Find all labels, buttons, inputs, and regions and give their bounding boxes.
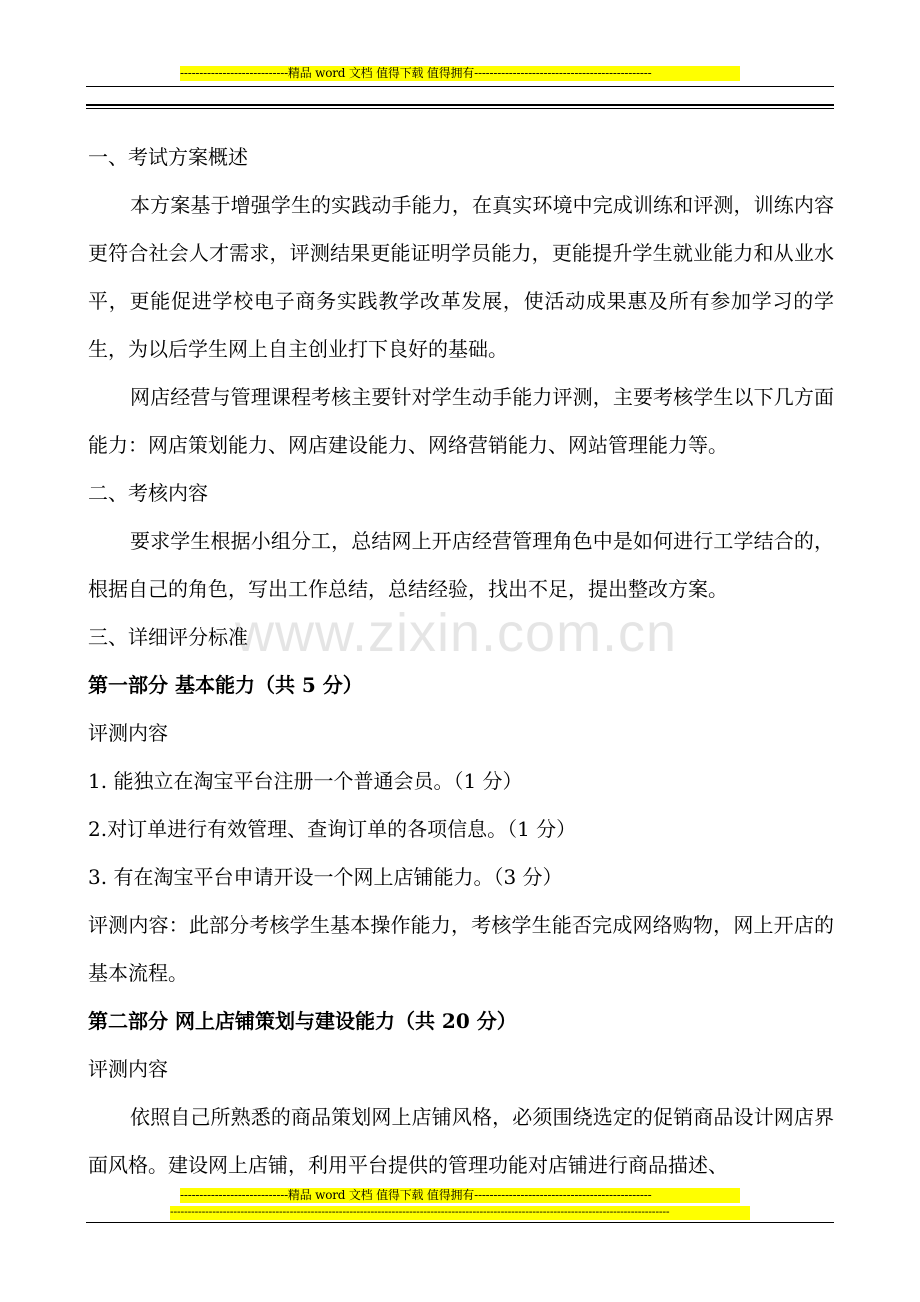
part-one-heading: 第一部分 基本能力（共 5 分） <box>88 673 363 697</box>
footer-rule <box>86 1222 834 1223</box>
header-rule-thin <box>86 86 834 87</box>
watermark: www.zixin.com.cn <box>235 603 678 663</box>
section-heading-content: 二、考核内容 <box>88 481 208 505</box>
footer-banner: ----------------------------精品 word 文档 值得下载 值得拥有---------------------------------------------- <box>180 1188 740 1203</box>
part-one-summary: 评测内容：此部分考核学生基本操作能力，考核学生能否完成网络购物，网上开店的基本流程。 <box>88 913 834 985</box>
document-body <box>88 133 834 1189</box>
header-rule-thin-lower <box>86 108 834 109</box>
header-rule-thick <box>86 104 834 106</box>
part-two-subheading: 评测内容 <box>88 1057 168 1081</box>
paragraph-content: 要求学生根据小组分工，总结网上开店经营管理角色中是如何进行工学结合的，根据自己的角色，写出工作总结，总结经验，找出不足，提出整改方案。 <box>88 529 834 601</box>
header-banner: ----------------------------精品 word 文档 值得下载 值得拥有---------------------------------------------- <box>180 66 740 81</box>
footer-dash-line: ---------------------------------------------------------------------------------------------------------------------------------------------- <box>170 1206 750 1220</box>
section-heading-overview: 一、考试方案概述 <box>88 145 248 169</box>
paragraph-part-two: 依照自己所熟悉的商品策划网上店铺风格，必须围绕选定的促销商品设计网店界面风格。建设网上店铺，利用平台提供的管理功能对店铺进行商品描述、 <box>88 1105 834 1177</box>
part-two-heading: 第二部分 网上店铺策划与建设能力（共 20 分） <box>88 1009 517 1033</box>
section-heading-criteria: 三、详细评分标准 <box>88 625 248 649</box>
part-one-subheading: 评测内容 <box>88 721 168 745</box>
paragraph-overview-2: 网店经营与管理课程考核主要针对学生动手能力评测，主要考核学生以下几方面能力：网店策划能力、网店建设能力、网络营销能力、网站管理能力等。 <box>88 385 834 457</box>
list-item-1: 1. 能独立在淘宝平台注册一个普通会员。（1 分） <box>88 769 523 793</box>
list-item-2: 2.对订单进行有效管理、查询订单的各项信息。（1 分） <box>88 817 577 841</box>
paragraph-overview-1: 本方案基于增强学生的实践动手能力，在真实环境中完成训练和评测，训练内容更符合社会人才需求，评测结果更能证明学员能力，更能提升学生就业能力和从业水平，更能促进学校电子商务实践教学改革发展，使活动成果惠及所有参加学习的学生，为以后学生网上自主创业打下良好的基础。 <box>88 193 834 361</box>
list-item-3: 3. 有在淘宝平台申请开设一个网上店铺能力。（3 分） <box>88 865 563 889</box>
